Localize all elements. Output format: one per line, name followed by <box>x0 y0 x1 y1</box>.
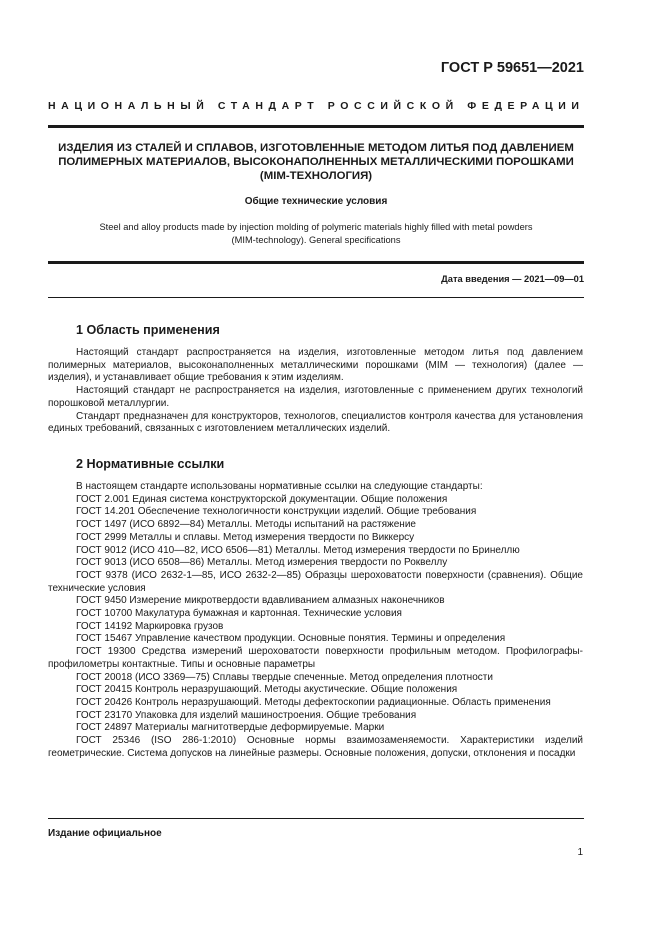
paragraph: Настоящий стандарт не распространяется на изделия, изготовленные с применением других технологий порошковой металлургии. <box>48 385 583 409</box>
paragraph: Стандарт предназначен для конструкторов, технологов, специалистов контроля качества для установления единых требований, связанных с изготовлением металлических изделий. <box>48 410 583 435</box>
reference-item: ГОСТ 10700 Макулатура бумажная и картонная. Технические условия <box>76 608 402 620</box>
national-standard-banner: НАЦИОНАЛЬНЫЙ СТАНДАРТ РОССИЙСКОЙ ФЕДЕРАЦИИ <box>48 100 585 112</box>
title-line: ПОЛИМЕРНЫХ МАТЕРИАЛОВ, ВЫСОКОНАПОЛНЕННЫХ МЕТАЛЛИЧЕСКИМИ ПОРОШКАМИ <box>58 156 574 168</box>
section-2-body <box>48 481 583 760</box>
reference-item: ГОСТ 14.201 Обеспечение технологичности конструкции изделий. Общие требования <box>76 506 477 518</box>
reference-item: ГОСТ 20426 Контроль неразрушающий. Методы дефектоскопии радиационные. Область применения <box>76 696 551 708</box>
english-title-line: (MIM-technology). General specifications <box>231 234 401 245</box>
reference-item: ГОСТ 15467 Управление качеством продукции. Основные понятия. Термины и определения <box>76 633 506 645</box>
references-intro: В настоящем стандарте использованы нормативные ссылки на следующие стандарты: <box>76 481 483 492</box>
document-title <box>48 141 584 183</box>
title-divider-thick <box>48 261 584 264</box>
introduction-date: Дата введения — 2021—09—01 <box>441 274 584 284</box>
header-divider-thick <box>48 125 584 128</box>
reference-item: ГОСТ 23170 Упаковка для изделий машиностроения. Общие требования <box>76 709 417 721</box>
reference-item: ГОСТ 19300 Средства измерений шероховатости поверхности профильным методом. Профилографы-профилометры контактные. Типы и основные параметры <box>48 646 583 670</box>
english-title <box>48 221 584 247</box>
section-1-body <box>48 347 583 436</box>
reference-item: ГОСТ 9013 (ИСО 6508—86) Металлы. Метод измерения твердости по Роквеллу <box>76 557 448 569</box>
reference-item: ГОСТ 24897 Материалы магнитотвердые деформируемые. Марки <box>76 722 385 734</box>
section-1-heading: 1 Область применения <box>76 323 220 337</box>
reference-item: ГОСТ 14192 Маркировка грузов <box>76 620 224 632</box>
reference-item: ГОСТ 9450 Измерение микротвердости вдавливанием алмазных наконечников <box>76 595 445 607</box>
reference-item: ГОСТ 2.001 Единая система конструкторской документации. Общие положения <box>76 493 448 505</box>
reference-item: ГОСТ 9012 (ИСО 410—82, ИСО 6506—81) Металлы. Метод измерения твердости по Бринеллю <box>76 544 520 556</box>
reference-item: ГОСТ 20415 Контроль неразрушающий. Методы акустические. Общие положения <box>76 684 458 696</box>
reference-item: ГОСТ 25346 (ISO 286-1:2010) Основные нормы взаимозаменяемости. Характеристики изделий геометрические. Система допусков на линейные размеры. Основные положения, допуски, отклонения и посадки <box>48 735 583 759</box>
paragraph: Настоящий стандарт распространяется на изделия, изготовленные методом литья под давлением полимерных материалов, высоконаполненных металлическими порошками (MIM — технология) (далее — изделия), и устанавливает общие требования к этим изделиям. <box>48 347 583 384</box>
reference-item: ГОСТ 20018 (ИСО 3369—75) Сплавы твердые спеченные. Метод определения плотности <box>76 671 493 683</box>
footer-divider <box>48 818 584 819</box>
page-number: 1 <box>577 847 583 858</box>
document-number: ГОСТ Р 59651—2021 <box>440 60 584 76</box>
date-divider-thin <box>48 297 584 298</box>
reference-item: ГОСТ 2999 Металлы и сплавы. Метод измерения твердости по Виккерсу <box>76 531 415 543</box>
reference-item: ГОСТ 9378 (ИСО 2632-1—85, ИСО 2632-2—85) Образцы шероховатости поверхности (сравнения). Общие технические условия <box>48 569 583 594</box>
official-edition-label: Издание официальное <box>48 828 162 839</box>
section-2-heading: 2 Нормативные ссылки <box>76 457 225 471</box>
title-line: ИЗДЕЛИЯ ИЗ СТАЛЕЙ И СПЛАВОВ, ИЗГОТОВЛЕННЫЕ МЕТОДОМ ЛИТЬЯ ПОД ДАВЛЕНИЕМ <box>58 142 574 154</box>
title-line: (MIM-ТЕХНОЛОГИЯ) <box>259 170 373 182</box>
english-title-line: Steel and alloy products made by injection molding of polymeric materials highly filled with metal powders <box>99 222 533 232</box>
document-subtitle: Общие технические условия <box>244 196 388 207</box>
reference-item: ГОСТ 1497 (ИСО 6892—84) Металлы. Методы испытаний на растяжение <box>76 519 416 531</box>
